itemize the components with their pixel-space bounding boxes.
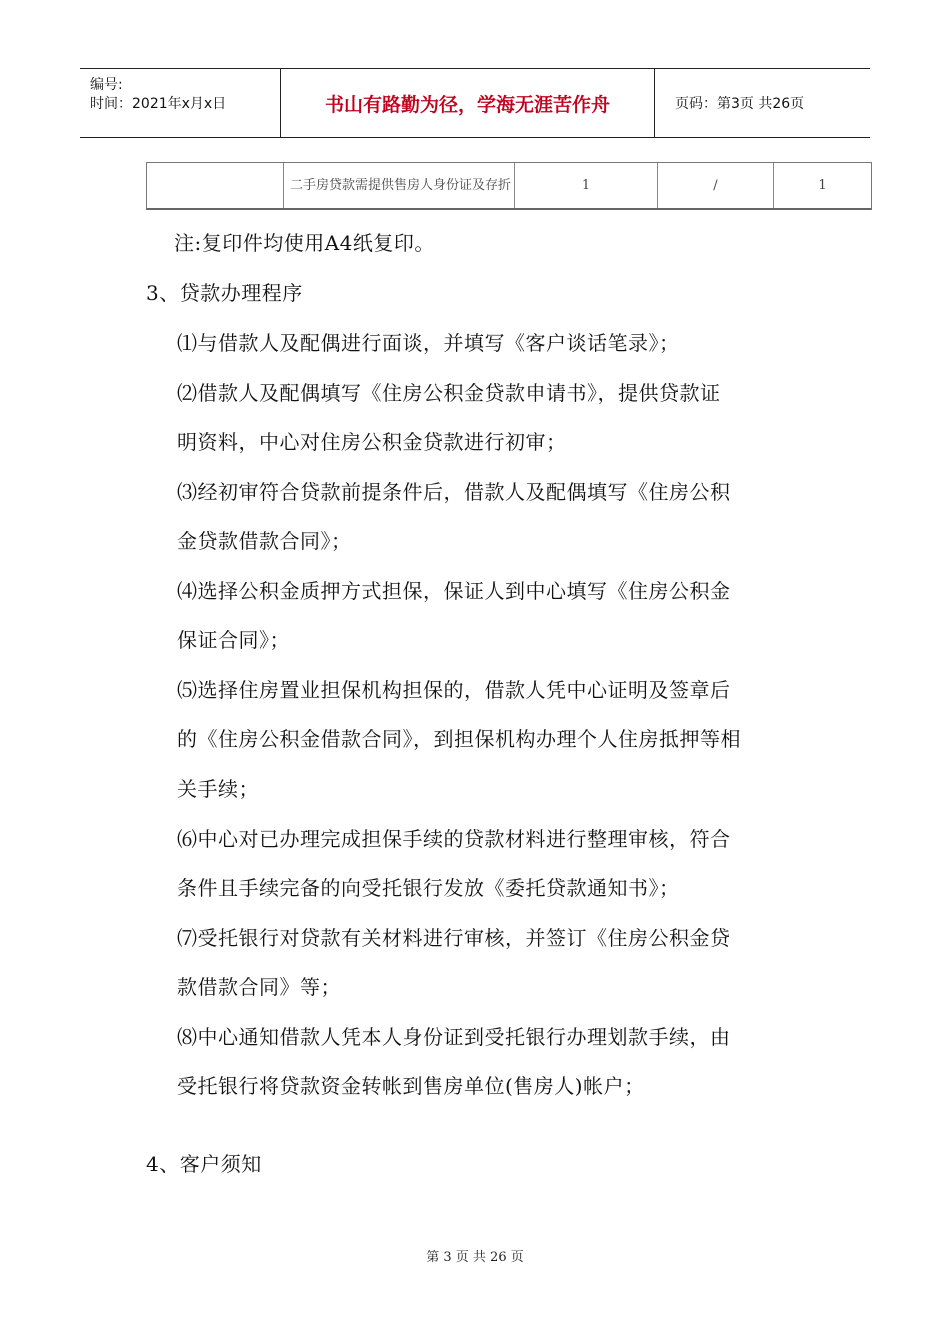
procedure-line: 的《住房公积金借款合同》，到担保机构办理个人住房抵押等相 bbox=[177, 727, 741, 751]
procedure-line: 关手续； bbox=[177, 777, 259, 801]
procedure-line: ⑺受托银行对贷款有关材料进行审核，并签订《住房公积金贷 bbox=[177, 926, 731, 950]
procedure-line: 条件且手续完备的向受托银行发放《委托贷款通知书》； bbox=[177, 876, 680, 900]
table-cell-5: 1 bbox=[818, 178, 827, 193]
procedure-line: 受托银行将贷款资金转帐到售房单位(售房人)帐户； bbox=[177, 1074, 645, 1098]
procedure-line: ⑹中心对已办理完成担保手续的贷款材料进行整理审核，符合 bbox=[177, 827, 731, 851]
section-3-title: 3、贷款办理程序 bbox=[146, 281, 303, 305]
table-cell-2: 二手房贷款需提供售房人身份证及存折 bbox=[284, 163, 515, 208]
procedure-line: ⑶经初审符合贷款前提条件后，借款人及配偶填写《住房公积 bbox=[177, 480, 731, 504]
page-info-text: 页码：第3页 共26页 bbox=[675, 96, 805, 112]
procedure-line: ⑻中心通知借款人凭本人身份证到受托银行办理划款手续，由 bbox=[177, 1025, 731, 1049]
procedure-line: 款借款合同》等； bbox=[177, 975, 341, 999]
section-4-title: 4、客户须知 bbox=[146, 1152, 262, 1176]
procedure-line: ⑴与借款人及配偶进行面谈，并填写《客户谈话笔录》； bbox=[177, 331, 680, 355]
procedure-line: 保证合同》； bbox=[177, 628, 290, 652]
header-page-info bbox=[665, 69, 870, 137]
page-footer: 第 3 页 共 26 页 bbox=[426, 1250, 524, 1265]
procedure-line: ⑷选择公积金质押方式担保，保证人到中心填写《住房公积金 bbox=[177, 579, 731, 603]
procedure-line: 明资料，中心对住房公积金贷款进行初审； bbox=[177, 430, 567, 454]
table-cell-3: 1 bbox=[515, 163, 658, 208]
code-label: 编号: bbox=[90, 77, 123, 93]
header-motto: 书山有路勤为径，学海无涯苦作舟 bbox=[281, 69, 655, 137]
table-cell-1 bbox=[147, 163, 284, 208]
note-text: 注:复印件均使用A4纸复印。 bbox=[174, 231, 435, 255]
page-header bbox=[80, 68, 870, 138]
procedure-line: ⑵借款人及配偶填写《住房公积金贷款申请书》，提供贷款证 bbox=[177, 381, 721, 405]
date-label: 时间：2021年x月x日 bbox=[90, 96, 227, 112]
table-cell-4: / bbox=[658, 163, 774, 208]
document-table-row bbox=[146, 162, 872, 210]
procedure-line: ⑸选择住房置业担保机构担保的，借款人凭中心证明及签章后 bbox=[177, 678, 731, 702]
header-meta bbox=[80, 69, 281, 137]
procedure-line: 金贷款借款合同》； bbox=[177, 529, 352, 553]
